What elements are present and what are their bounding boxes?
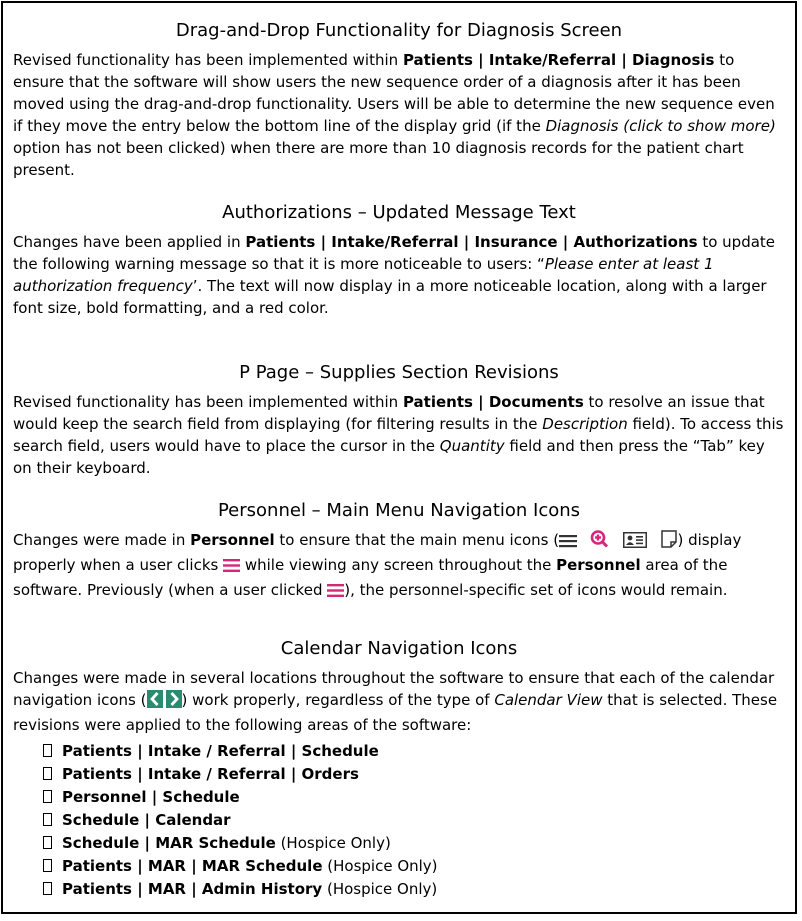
- search-zoom-icon: [590, 530, 610, 554]
- checkbox-bullet-icon: [43, 767, 52, 780]
- section-title: Calendar Navigation Icons: [280, 638, 518, 659]
- list-item: Schedule | Calendar: [43, 809, 785, 832]
- section-body: Changes were made in Personnel to ensure that the main menu icons ( ) display properly when a user clicks while viewing any screen throughout the Personnel area of the software. Previously (when a user clicked ), the personnel-specific set of icons would remain.: [13, 529, 785, 604]
- section-title: Personnel – Main Menu Navigation Icons: [217, 500, 581, 521]
- checkbox-bullet-icon: [43, 859, 52, 872]
- section-body: Changes were made in several locations throughout the software to ensure that each of the calendar navigation icons ( ) work properly, regardless of the type of Calendar View that is selected. These revisions were applied to the following areas of the software:: [13, 669, 778, 734]
- section-body: Changes have been applied in Patients | Intake/Referral | Insurance | Authorizations to update the following warning message so that it is more noticeable to users: “Please enter at least 1 authorization frequency’. The text will now display in a more noticeable location, along with a larger font size, bold formatting, and a red color.: [13, 233, 776, 317]
- menu-icon-pink: [327, 582, 344, 604]
- chevron-right-icon: [166, 690, 182, 714]
- checkbox-bullet-icon: [43, 744, 52, 757]
- section-calendar-icons: [13, 635, 785, 901]
- list-item: Patients | Intake / Referral | Schedule: [43, 740, 785, 763]
- list-item: Patients | MAR | MAR Schedule (Hospice Only): [43, 855, 785, 878]
- section-body: Revised functionality has been implemented within Patients | Documents to resolve an issue that would keep the search field from displaying (for filtering results in the Description field). To access this search field, users would have to place the cursor in the Quantity field and then press the “Tab” key on their keyboard.: [13, 393, 784, 477]
- checkbox-bullet-icon: [43, 790, 52, 803]
- section-title: Authorizations – Updated Message Text: [222, 202, 576, 223]
- section-authorizations: [13, 199, 785, 319]
- menu-icon-pink: [223, 557, 240, 579]
- id-card-icon: [623, 532, 647, 554]
- affected-areas-list: [43, 740, 785, 901]
- checkbox-bullet-icon: [43, 813, 52, 826]
- section-personnel-icons: [13, 497, 785, 604]
- section-title: Drag-and-Drop Functionality for Diagnosis Screen: [175, 20, 623, 41]
- section-title: P Page – Supplies Section Revisions: [239, 362, 559, 383]
- list-item: Personnel | Schedule: [43, 786, 785, 809]
- menu-icon: [559, 532, 577, 554]
- section-drag-drop: [13, 17, 785, 181]
- chevron-left-icon: [147, 690, 163, 714]
- document-icon: [661, 530, 677, 554]
- section-supplies: [13, 359, 785, 479]
- list-item: Patients | MAR | Admin History (Hospice Only): [43, 878, 785, 901]
- document-page: [1, 1, 797, 914]
- list-item: Schedule | MAR Schedule (Hospice Only): [43, 832, 785, 855]
- checkbox-bullet-icon: [43, 882, 52, 895]
- checkbox-bullet-icon: [43, 836, 52, 849]
- section-body: Revised functionality has been implemented within Patients | Intake/Referral | Diagnosis to ensure that the software will show users the new sequence order of a diagnosis after it has been moved using the drag-and-drop functionality. Users will be able to determine the new sequence even if they move the entry below the bottom line of the display grid (if the Diagnosis (click to show more) option has not been clicked) when there are more than 10 diagnosis records for the patient chart present.: [13, 51, 776, 179]
- list-item: Patients | Intake / Referral | Orders: [43, 763, 785, 786]
